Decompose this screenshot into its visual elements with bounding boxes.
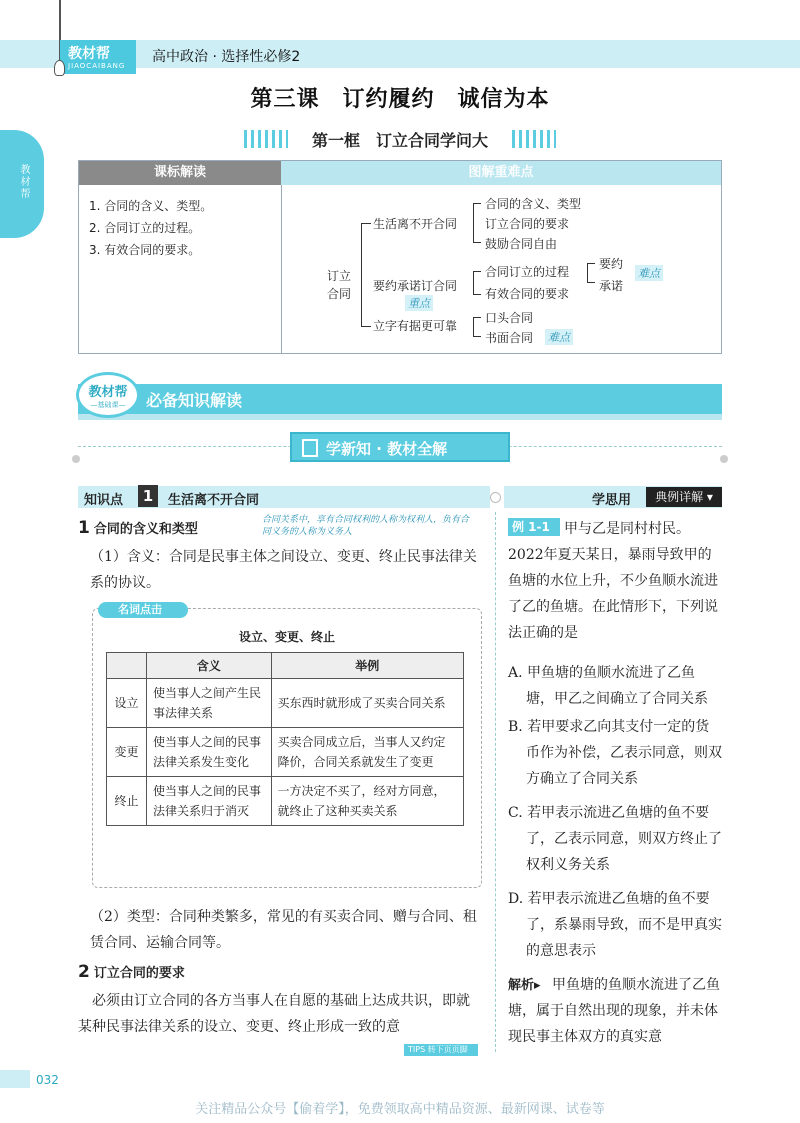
hand-note: 合同关系中，享有合同权利的人称为权利人，负有合同义务的人称为义务人 — [262, 515, 470, 537]
mind-stamp-hard: 难点 — [545, 329, 573, 345]
section-badge-title: 教材帮 — [88, 385, 128, 400]
think-label: 学思用 — [592, 493, 632, 508]
item2-head — [78, 962, 185, 982]
frame-title-text: 第一框 订立合同学问大 — [311, 131, 488, 150]
section-title: 必备知识解读 — [146, 391, 243, 410]
table-cell: 终止 — [107, 777, 147, 826]
section-badge — [76, 372, 140, 418]
mind-root-2: 合同 — [327, 287, 352, 301]
bulb-icon — [54, 60, 65, 76]
mind-bracket-root — [361, 223, 371, 327]
option-a: A. 甲鱼塘的鱼顺水流进了乙鱼塘，甲乙之间确立了合同关系 — [508, 665, 708, 707]
table-cell: 买东西时就形成了买卖合同关系 — [271, 679, 463, 728]
term-tag: 名词点击 — [98, 602, 188, 618]
item1-num: 1 — [78, 518, 90, 538]
think-tag: 典例详解 ▾ — [646, 487, 722, 507]
section-strip — [78, 414, 722, 420]
decor-bars-left — [244, 130, 288, 148]
page-number: 032 — [36, 1073, 59, 1087]
option-b: B. 若甲要求乙向其支付一定的货币作为补偿，乙表示同意，则双方确立了合同关系 — [508, 719, 722, 787]
item1-types: （2）类型：合同种类繁多，常见的有买卖合同、赠与合同、租赁合同、运输合同等。 — [90, 909, 477, 951]
item1-definition: （1）含义：合同是民事主体之间设立、变更、终止民事法律关系的协议。 — [90, 549, 477, 591]
term-table — [106, 652, 464, 826]
table-header-cell: 举例 — [271, 653, 463, 679]
mind-leaf: 订立合同的要求 — [485, 217, 570, 231]
table-cell: 一方决定不买了，经对方同意，就终止了这种买卖关系 — [271, 777, 463, 826]
decor-dot — [490, 492, 501, 503]
mind-leaf: 口头合同 — [485, 311, 534, 325]
mind-leaf: 鼓励合同自由 — [485, 237, 558, 251]
goal-head-left: 课标解读 — [79, 161, 281, 185]
goal-head-right: 图解重难点 — [281, 161, 721, 185]
brand-sub: JIAOCAIBANG — [68, 62, 126, 70]
decor-bars-right — [512, 130, 556, 148]
learn-title: 学新知 · 教材全解 — [326, 440, 448, 458]
table-row — [107, 679, 464, 728]
mind-branch-2: 要约承诺订合同 — [373, 279, 458, 293]
example-stem: 甲与乙是同村村民。2022年夏天某日，暴雨导致甲的鱼塘的水位上升，不少鱼顺水流进了乙的鱼塘。在此情形下，下列说法正确的是 — [508, 521, 718, 641]
option-d: D. 若甲表示流进乙鱼塘的鱼不要了，系暴雨导致，而不是甲真实的意思表示 — [508, 891, 722, 959]
mind-root-1: 订立 — [327, 269, 352, 283]
frame-title — [244, 122, 556, 158]
mind-leaf: 合同订立的过程 — [485, 265, 570, 279]
table-cell: 使当事人之间的民事法律关系发生变化 — [147, 728, 272, 777]
mind-bracket-1 — [473, 203, 481, 243]
kp-number: 1 — [138, 485, 158, 507]
mind-sub: 承诺 — [599, 279, 624, 293]
brand-name: 教材帮 — [68, 46, 110, 62]
mind-bracket-sub — [587, 263, 595, 283]
goal-list — [89, 195, 212, 261]
item2-num: 2 — [78, 962, 90, 982]
section-badge-sub: —基础课— — [90, 401, 126, 409]
mind-stamp-hard: 难点 — [635, 265, 663, 281]
goal-item: 3. 有效合同的要求。 — [89, 243, 201, 257]
goal-item: 2. 合同订立的过程。 — [89, 221, 201, 235]
kp-label: 知识点 — [84, 493, 124, 508]
table-header-cell — [107, 653, 147, 679]
mind-branch-1: 生活离不开合同 — [373, 217, 458, 231]
table-cell: 使当事人之间产生民事法律关系 — [147, 679, 272, 728]
lesson-title: 第三课 订约履约 诚信为本 — [250, 87, 550, 112]
goal-divider — [281, 185, 282, 353]
mind-sub: 要约 — [599, 257, 624, 271]
item1-title: 合同的含义和类型 — [93, 522, 198, 537]
brand-logo — [60, 40, 136, 74]
term-table-title: 设立、变更、终止 — [238, 630, 335, 644]
option-c: C. 若甲表示流进乙鱼塘的鱼不要了，乙表示同意，则双方终止了权利义务关系 — [508, 805, 722, 873]
decor-dot — [720, 455, 728, 463]
table-cell: 设立 — [107, 679, 147, 728]
analysis-label: 解析▸ — [508, 978, 541, 993]
side-tab-label: 教材帮 — [18, 164, 29, 200]
book-title: 高中政治 · 选择性必修2 — [152, 49, 301, 65]
mind-branch-3: 立字有据更可靠 — [373, 319, 458, 333]
mind-bracket-2 — [473, 271, 481, 295]
example-tag: 例 1-1 — [508, 518, 560, 536]
decor-dot — [72, 455, 80, 463]
table-header-cell: 含义 — [147, 653, 272, 679]
mind-bracket-3 — [473, 317, 481, 337]
notebook-icon — [302, 439, 318, 457]
tips-tag: TIPS 转下页页脚 — [404, 1044, 478, 1056]
side-tab — [0, 130, 44, 238]
table-row — [107, 777, 464, 826]
footer-note: 关注精品公众号【偷着学】，免费领取高中精品资源、最新网课、试卷等 — [195, 1102, 605, 1117]
goal-item: 1. 合同的含义、类型。 — [89, 199, 213, 213]
learn-banner — [290, 432, 510, 462]
analysis-text: 甲鱼塘的鱼顺水流进了乙鱼塘，属于自然出现的现象，并未体现民事主体双方的真实意 — [508, 977, 720, 1045]
table-header-row — [107, 653, 464, 679]
goal-table — [78, 160, 722, 354]
item1-head — [78, 518, 198, 538]
kp-title: 生活离不开合同 — [168, 493, 260, 508]
mind-stamp-key: 重点 — [405, 295, 433, 311]
mind-leaf: 合同的含义、类型 — [485, 197, 582, 211]
table-row — [107, 728, 464, 777]
mind-leaf: 有效合同的要求 — [485, 287, 570, 301]
item2-title: 订立合同的要求 — [93, 966, 185, 981]
table-cell: 变更 — [107, 728, 147, 777]
column-divider — [495, 512, 496, 1052]
mind-leaf: 书面合同 — [485, 331, 534, 345]
page-bar — [0, 1070, 30, 1088]
table-cell: 使当事人之间的民事法律关系归于消灭 — [147, 777, 272, 826]
item2-text: 必须由订立合同的各方当事人在自愿的基础上达成共识，即就某种民事法律关系的设立、变更、终止形成一致的意 — [78, 993, 470, 1035]
table-cell: 买卖合同成立后，当事人又约定降价，合同关系就发生了变更 — [271, 728, 463, 777]
